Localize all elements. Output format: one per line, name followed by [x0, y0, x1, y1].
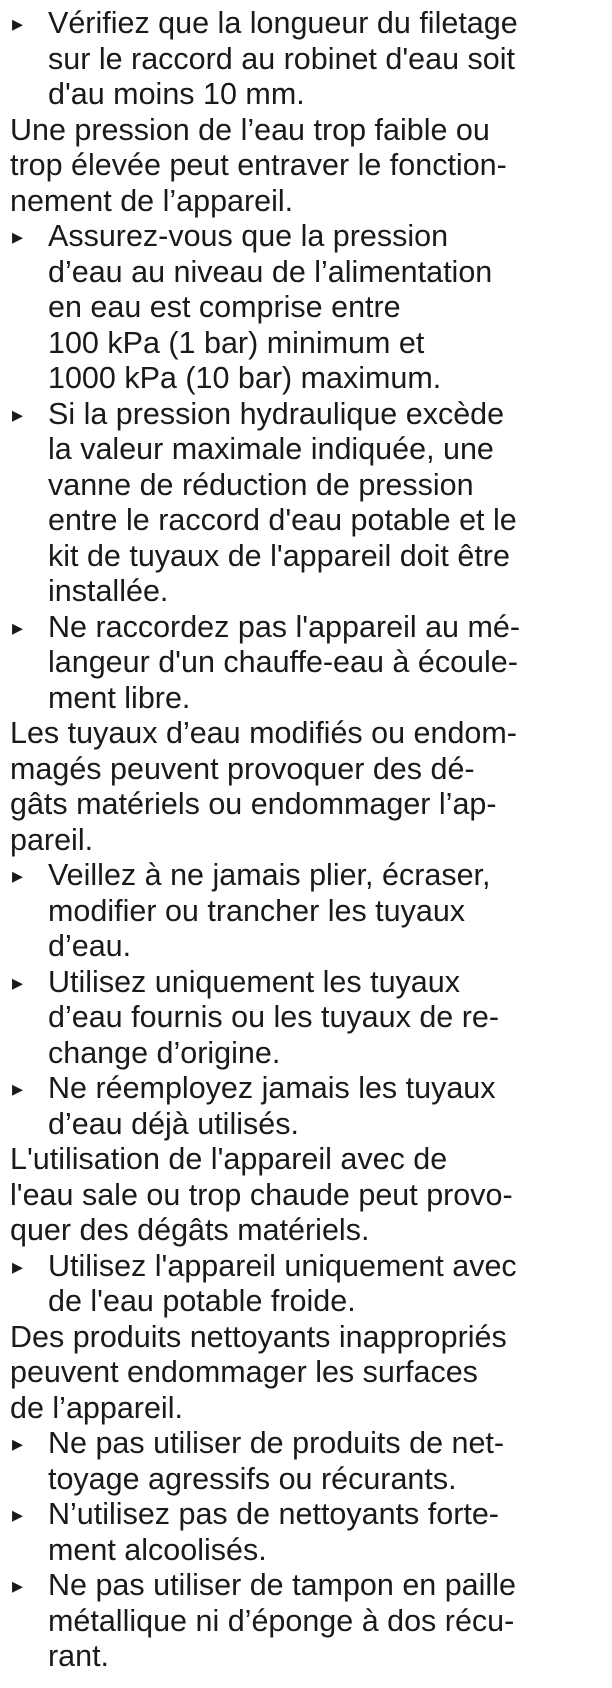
- text-line: d'au moins 10 mm.: [48, 77, 305, 111]
- text-line: magés peuvent provoquer des dé-: [10, 751, 475, 786]
- bullet-item: [10, 1426, 602, 1497]
- bullet-marker-icon: ▸: [12, 969, 24, 995]
- text-line: métallique ni d’éponge à dos récu-: [48, 1603, 515, 1638]
- text-line: de l’appareil.: [10, 1390, 183, 1425]
- bullet-item: [10, 6, 602, 113]
- text-line: N’utilisez pas de nettoyants forte-: [48, 1497, 499, 1531]
- text-line: L'utilisation de l'appareil avec de: [10, 1142, 448, 1176]
- text-line: Ne pas utiliser de produits de net-: [48, 1426, 505, 1460]
- bullet-item: [10, 1071, 602, 1142]
- bullet-marker-icon: ▸: [12, 11, 24, 36]
- bullet-marker-icon: ▸: [12, 1502, 24, 1527]
- text-line: d’eau au niveau de l’alimentation: [48, 254, 493, 289]
- bullet-marker-icon: ▸: [12, 863, 24, 888]
- text-line: kit de tuyaux de l'appareil doit être: [48, 538, 510, 573]
- text-line: Utilisez l'appareil uniquement avec: [48, 1248, 517, 1283]
- bullet-marker-icon: ▸: [12, 1431, 24, 1456]
- bullet-marker-icon: ▸: [12, 224, 24, 249]
- bullet-item: [10, 965, 602, 1072]
- text-line: d’eau.: [48, 929, 132, 963]
- text-line: change d’origine.: [48, 1035, 281, 1070]
- text-line: l'eau sale ou trop chaude peut provo-: [10, 1177, 513, 1212]
- text-line: vanne de réduction de pression: [48, 467, 474, 502]
- text-line: gâts matériels ou endommager l’ap-: [10, 787, 497, 821]
- text-line: Veillez à ne jamais plier, écraser,: [48, 858, 491, 892]
- text-line: Une pression de l’eau trop faible ou: [10, 112, 490, 147]
- text-line: 1000 kPa (10 bar) maximum.: [48, 361, 442, 395]
- paragraph: [10, 1142, 602, 1249]
- text-line: Les tuyaux d’eau modifiés ou endom-: [10, 716, 517, 750]
- bullet-marker-icon: ▸: [12, 1076, 24, 1101]
- bullet-marker-icon: ▸: [12, 1573, 24, 1598]
- bullet-item: [10, 610, 602, 717]
- text-line: rant.: [48, 1639, 110, 1673]
- bullet-item: [10, 1497, 602, 1568]
- text-line: installée.: [48, 574, 169, 608]
- text-line: Ne raccordez pas l'appareil au mé-: [48, 609, 521, 644]
- text-line: sur le raccord au robinet d'eau soit: [48, 41, 515, 76]
- text-line: langeur d'un chauffe-eau à écoule-: [48, 645, 518, 679]
- text-line: toyage agressifs ou récurants.: [48, 1461, 457, 1496]
- text-line: d’eau fournis ou les tuyaux de re-: [48, 1000, 499, 1034]
- text-line: ment libre.: [48, 680, 191, 715]
- text-line: Des produits nettoyants inappropriés: [10, 1319, 507, 1354]
- bullet-item: [10, 219, 602, 397]
- bullet-item: [10, 1249, 602, 1320]
- paragraph: [10, 716, 602, 858]
- text-line: trop élevée peut entraver le fonction-: [10, 148, 507, 182]
- bullet-marker-icon: ▸: [12, 401, 24, 427]
- text-line: Assurez-vous que la pression: [48, 219, 449, 253]
- text-line: Si la pression hydraulique excède: [48, 396, 505, 431]
- text-line: nement de l’appareil.: [10, 183, 294, 218]
- bullet-item: [10, 1568, 602, 1675]
- text-line: la valeur maximale indiquée, une: [48, 432, 494, 466]
- text-line: de l'eau potable froide.: [48, 1284, 356, 1318]
- paragraph: [10, 113, 602, 220]
- text-line: Ne réemployez jamais les tuyaux: [48, 1071, 496, 1105]
- text-line: modifier ou trancher les tuyaux: [48, 893, 466, 928]
- text-line: d’eau déjà utilisés.: [48, 1106, 299, 1141]
- text-line: entre le raccord d'eau potable et le: [48, 503, 517, 537]
- bullet-item: [10, 397, 602, 610]
- paragraph: [10, 1320, 602, 1427]
- text-line: quer des dégâts matériels.: [10, 1213, 370, 1247]
- text-line: peuvent endommager les surfaces: [10, 1355, 478, 1389]
- text-line: pareil.: [10, 822, 94, 857]
- text-line: Utilisez uniquement les tuyaux: [48, 964, 460, 999]
- text-line: 100 kPa (1 bar) minimum et: [48, 325, 425, 360]
- text-line: Vérifiez que la longueur du filetage: [48, 6, 518, 40]
- text-line: en eau est comprise entre: [48, 290, 401, 324]
- bullet-marker-icon: ▸: [12, 1253, 24, 1279]
- bullet-marker-icon: ▸: [12, 614, 24, 640]
- text-line: ment alcoolisés.: [48, 1532, 267, 1567]
- text-line: Ne pas utiliser de tampon en paille: [48, 1568, 516, 1602]
- bullet-item: [10, 858, 602, 965]
